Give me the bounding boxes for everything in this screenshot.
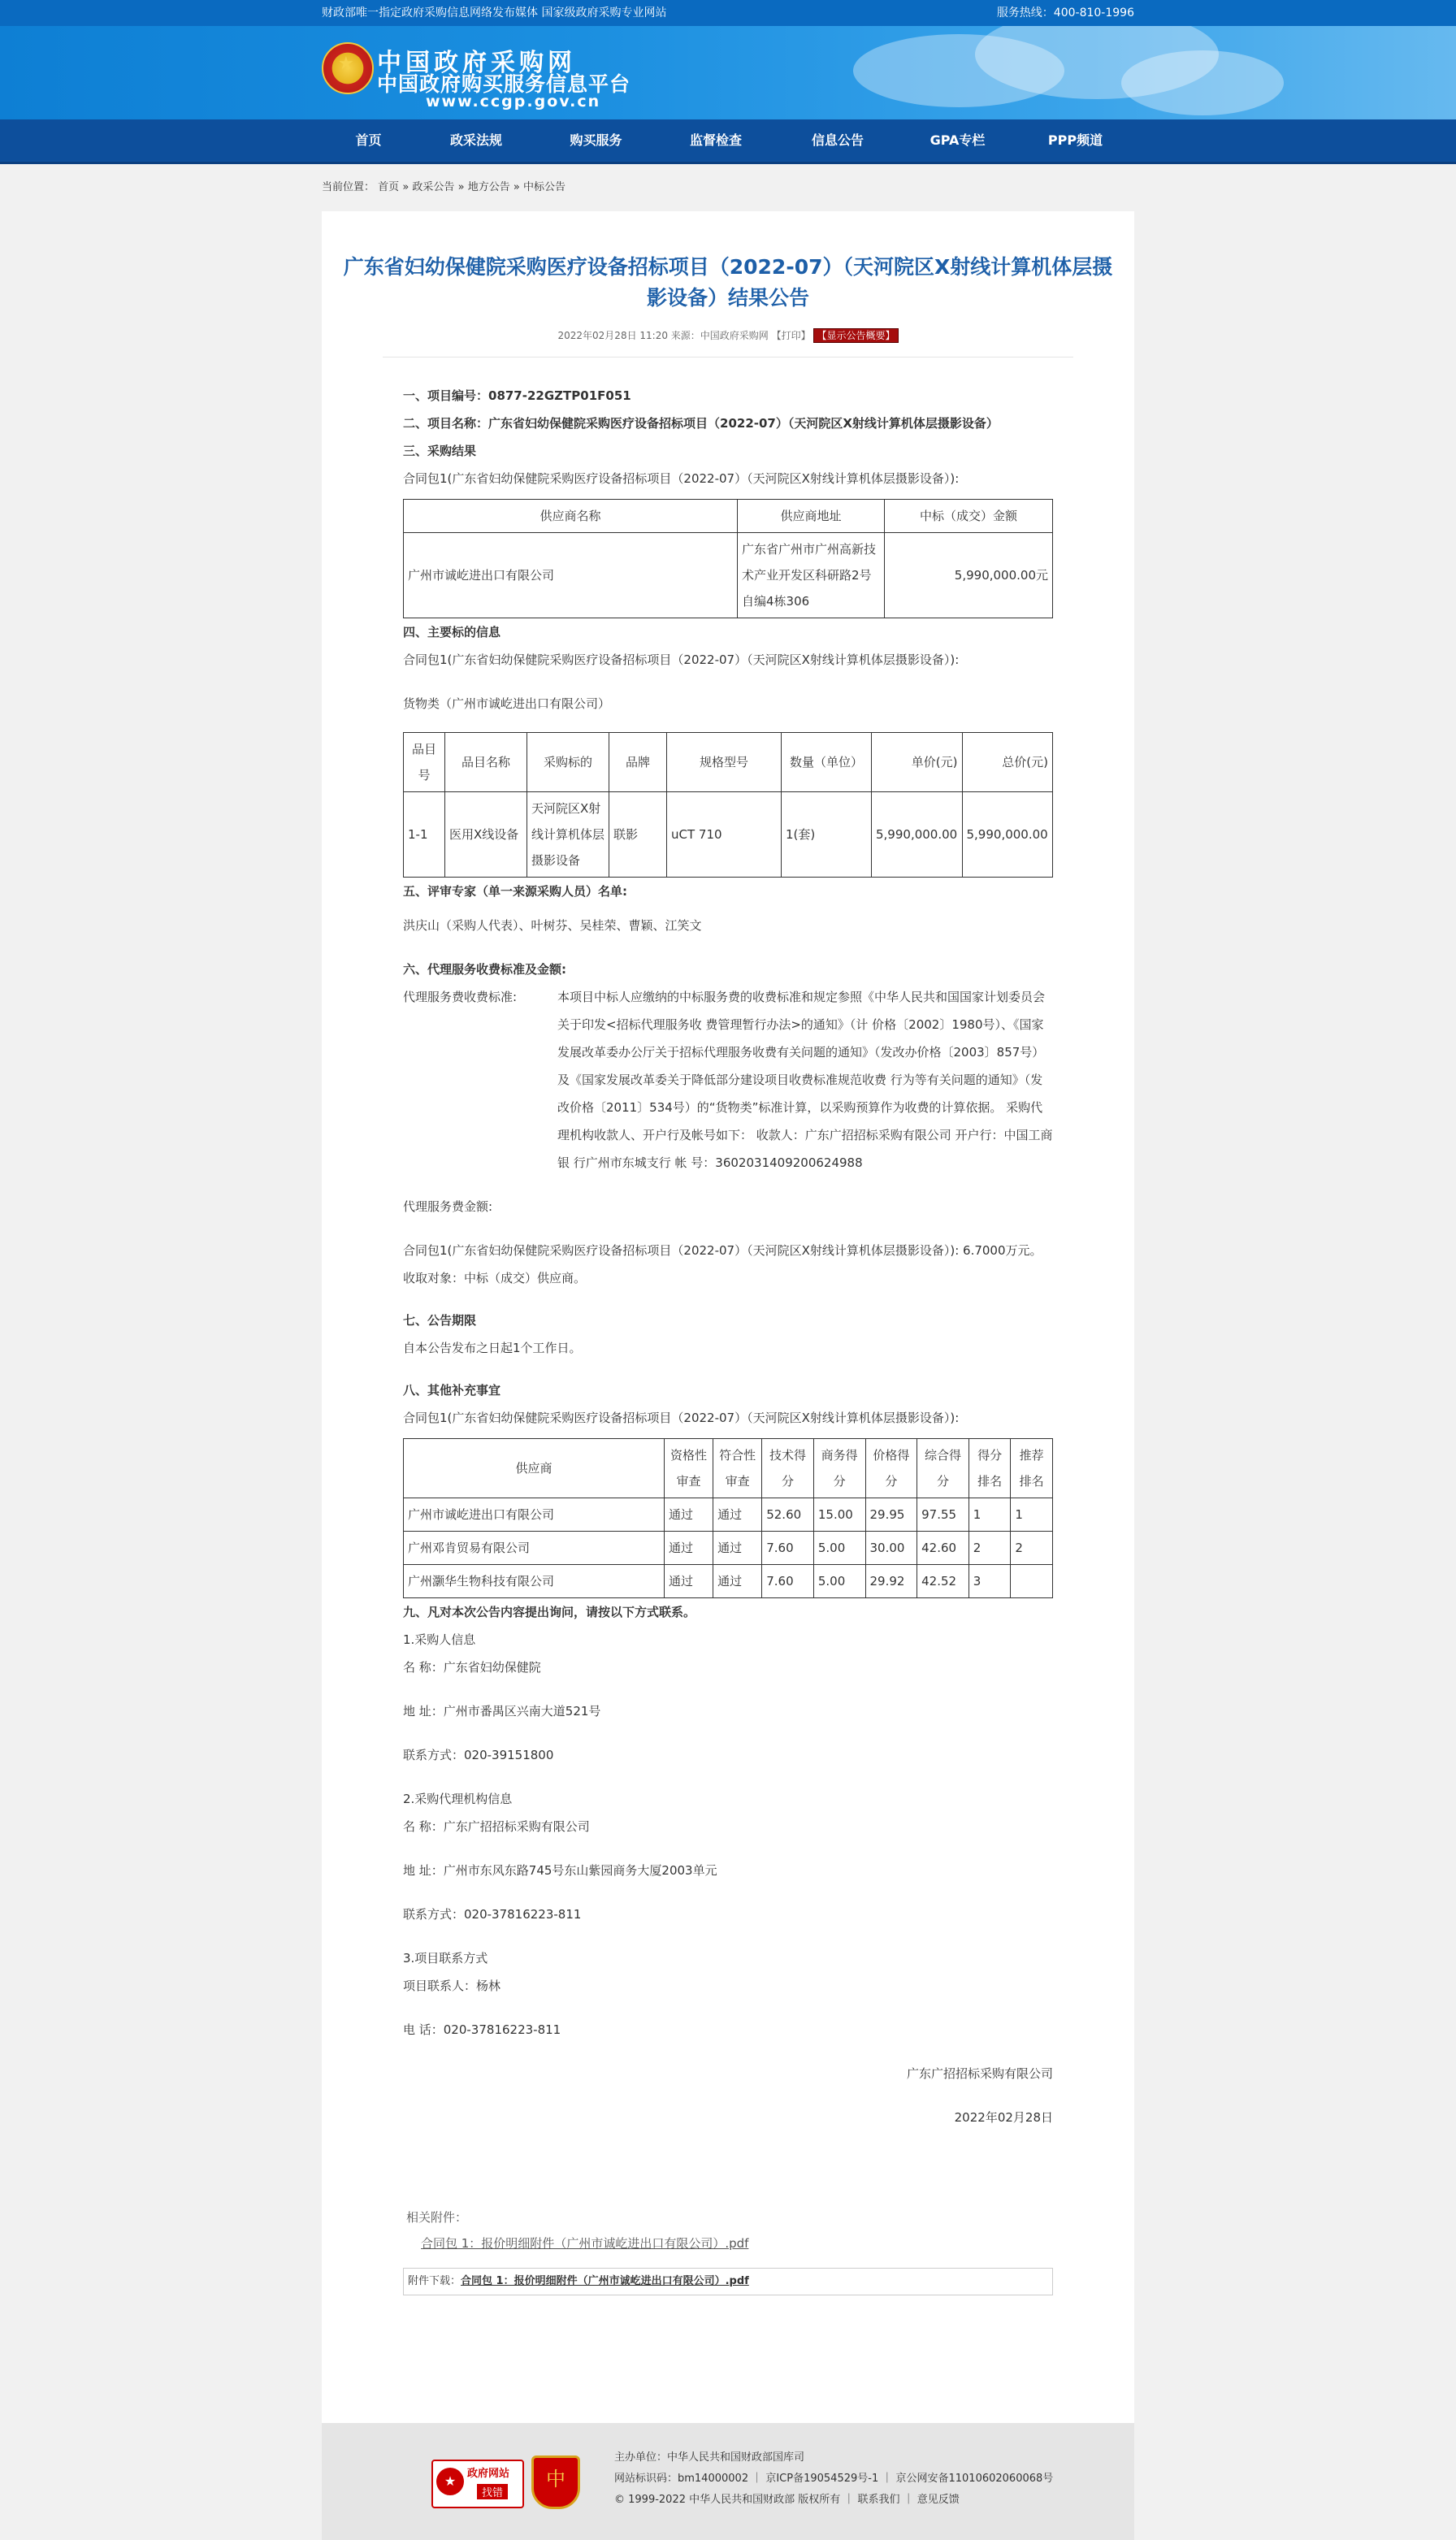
fee-standard: 代理服务费收费标准: 本项目中标人应缴纳的中标服务费的收费标准和规定参照《中华人民共和国国家计划委员会关于印发<招标代理服务收 费管理暂行办法>的通知》（计 价格〔2002〕1980号）、《国家发展改革委办公厅关于招标代理服务收费有关问题的通知》（发改办价格〔2003〕857号）及《国家发展改革委关于降低部分建设项目收费标准规范收费 行为等有关问题的通知》（发改价格〔2011〕534号）的“货物类”标准计算，以采购预算作为收费的计算依据。 采购代理机构收款人、开户行及帐号如下： 收款人：广东广招招标采购有限公司 开户行：中国工商银 行广州市东城支行 帐 号：3602031409200624988 — [403, 990, 1053, 1170]
national-emblem-icon — [322, 42, 374, 94]
table-row: 广州邓肯贸易有限公司 通过 通过 7.60 5.00 30.00 42.60 2 2 — [404, 1532, 1053, 1565]
signature-date: 2022年02月28日 — [954, 2110, 1053, 2125]
package-line: 合同包1(广东省妇幼保健院采购医疗设备招标项目（2022-07）（天河院区X射线计算机体层摄影设备）): — [403, 652, 960, 667]
attachments — [403, 2204, 1053, 2256]
nav-home[interactable]: 首页 — [355, 132, 382, 148]
score-table — [403, 1438, 1053, 1598]
project-number: 一、项目编号：0877-22GZTP01F051 — [403, 388, 631, 403]
section-heading: 四、主要标的信息 — [403, 625, 501, 639]
site-footer — [322, 2423, 1134, 2540]
result-table — [403, 499, 1053, 618]
nav-ppp[interactable]: PPP频道 — [1047, 132, 1103, 148]
nav-purchase-service[interactable]: 购买服务 — [570, 132, 622, 148]
table-header-row: 品目号 品目名称 采购标的 品牌 规格型号 数量（单位） 单价(元) 总价(元) — [404, 733, 1053, 792]
download-link[interactable]: 合同包 1：报价明细附件（广州市诚屹进出口有限公司）.pdf — [461, 2275, 749, 2287]
report-error-button[interactable]: ★ 政府网站 找错 — [431, 2460, 524, 2508]
contact-line: 联系方式：020-39151800 — [403, 1748, 554, 1762]
project-name: 二、项目名称：广东省妇幼保健院采购医疗设备招标项目（2022-07）（天河院区X射线计算机体层摄影设备） — [403, 416, 999, 431]
breadcrumb: 当前位置： 首页 » 政采公告 » 地方公告 » 中标公告 — [322, 181, 566, 193]
package-line: 合同包1(广东省妇幼保健院采购医疗设备招标项目（2022-07）（天河院区X射线计算机体层摄影设备）): — [403, 471, 960, 486]
section-heading: 八、其他补充事宜 — [403, 1383, 501, 1398]
logo-url: www.ccgp.gov.cn — [426, 93, 601, 111]
footer-host: 主办单位：中华人民共和国财政部国库司 — [614, 2451, 805, 2464]
package-line: 合同包1(广东省妇幼保健院采购医疗设备招标项目（2022-07）（天河院区X射线计算机体层摄影设备）): — [403, 1411, 960, 1425]
page-title: 广东省妇幼保健院采购医疗设备招标项目（2022-07）（天河院区X射线计算机体层摄影设备）结果公告 — [343, 255, 1113, 310]
nav-gpa[interactable]: GPA专栏 — [930, 132, 986, 148]
footer-copyright: © 1999-2022 中华人民共和国财政部 版权所有 ｜ 联系我们 ｜ 意见反馈 — [614, 2494, 960, 2506]
experts-list: 洪庆山（采购人代表）、叶树芬、吴桂荣、曹颖、江笑文 — [403, 918, 702, 933]
contact-line: 电 话：020-37816223-811 — [403, 2022, 561, 2037]
download-box — [403, 2268, 1053, 2295]
source-link[interactable]: 中国政府采购网 — [700, 330, 769, 341]
table-header-row: 供应商名称 供应商地址 中标（成交）金额 — [404, 500, 1053, 533]
breadcrumb-local[interactable]: 地方公告 — [467, 181, 510, 193]
section-heading: 九、凡对本次公告内容提出询问，请按以下方式联系。 — [403, 1605, 696, 1619]
contact-line: 项目联系人：杨林 — [403, 1979, 501, 1993]
contact-line: 地 址：广州市东风东路745号东山紫园商务大厦2003单元 — [403, 1863, 717, 1878]
table-row: 广州市诚屹进出口有限公司 广东省广州市广州高新技术产业开发区科研路2号自编4栋306 5,990,000.00元 — [404, 533, 1053, 618]
contact-subheading: 1.采购人信息 — [403, 1632, 476, 1647]
contact-subheading: 2.采购代理机构信息 — [403, 1792, 513, 1806]
breadcrumb-home[interactable]: 首页 — [378, 181, 400, 193]
attachment-link[interactable]: 合同包 1：报价明细附件（广州市诚屹进出口有限公司）.pdf — [421, 2236, 749, 2251]
logo-subtitle: 中国政府购买服务信息平台 — [377, 72, 631, 96]
article-meta: 2022年02月28日 11:20 来源：中国政府采购网 【打印】 【显示公告概要】 — [383, 328, 1073, 358]
section-heading: 五、评审专家（单一来源采购人员）名单: — [403, 884, 628, 899]
main-nav — [0, 119, 1456, 164]
fee-amount-label: 代理服务费金额: — [403, 1199, 493, 1214]
table-row: 广州市诚屹进出口有限公司 通过 通过 52.60 15.00 29.95 97.55 1 1 — [404, 1498, 1053, 1532]
download-label: 附件下载： — [408, 2275, 462, 2287]
section-heading: 六、代理服务收费标准及金额: — [403, 962, 566, 977]
notice-period: 自本公告发布之日起1个工作日。 — [403, 1341, 582, 1355]
nav-policy[interactable]: 政采法规 — [449, 132, 502, 148]
footer-ids: 网站标识码：bm14000002 ｜ 京ICP备19054529号-1 ｜ 京公网安备11010602060068号 — [614, 2473, 1054, 2485]
breadcrumb-notices[interactable]: 政采公告 — [412, 181, 455, 193]
logo-title: 中国政府采购网 — [377, 49, 576, 77]
table-row: 广州灏华生物科技有限公司 通过 通过 7.60 5.00 29.92 42.52 3 — [404, 1565, 1053, 1598]
table-row: 1-1 医用X线设备 天河院区X射线计算机体层摄影设备 联影 uCT 710 1(套) 5,990,000.00 5,990,000.00 — [404, 792, 1053, 878]
print-link[interactable]: 【打印】 — [771, 330, 811, 341]
party-badge-icon[interactable]: 中 — [531, 2455, 580, 2509]
section-heading: 三、采购结果 — [403, 444, 477, 458]
show-summary-button[interactable]: 【显示公告概要】 — [813, 328, 898, 343]
table-header-row: 供应商 资格性审查 符合性审查 技术得分 商务得分 价格得分 综合得分 得分排名 推荐排名 — [404, 1439, 1053, 1498]
top-info-bar — [0, 0, 1456, 26]
contact-line: 名 称：广东广招招标采购有限公司 — [403, 1819, 590, 1834]
nav-supervision[interactable]: 监督检查 — [689, 132, 742, 148]
top-slogan: 财政部唯一指定政府采购信息网络发布媒体 国家级政府采购专业网站 — [322, 7, 667, 20]
breadcrumb-award[interactable]: 中标公告 — [522, 181, 566, 193]
goods-table — [403, 732, 1053, 878]
signature-org: 广东广招招标采购有限公司 — [906, 2066, 1053, 2081]
goods-label: 货物类（广州市诚屹进出口有限公司） — [403, 696, 611, 711]
article-container — [322, 211, 1134, 2423]
attachments-label: 相关附件： — [406, 2210, 468, 2225]
emblem-icon: ★ — [436, 2468, 464, 2495]
nav-announcements[interactable]: 信息公告 — [811, 132, 864, 148]
contact-line: 联系方式：020-37816223-811 — [403, 1907, 582, 1922]
service-hotline: 服务热线：400-810-1996 — [996, 7, 1134, 20]
contact-subheading: 3.项目联系方式 — [403, 1951, 488, 1966]
contact-line: 地 址：广州市番禺区兴南大道521号 — [403, 1704, 601, 1719]
article-body — [403, 358, 1053, 2131]
contact-line: 名 称：广东省妇幼保健院 — [403, 1660, 541, 1675]
fee-amount-text: 合同包1(广东省妇幼保健院采购医疗设备招标项目（2022-07）（天河院区X射线计算机体层摄影设备）): 6.7000万元。收取对象：中标（成交）供应商。 — [403, 1243, 1042, 1285]
site-banner — [0, 26, 1456, 119]
section-heading: 七、公告期限 — [403, 1313, 477, 1328]
footer-info — [614, 2447, 1053, 2511]
